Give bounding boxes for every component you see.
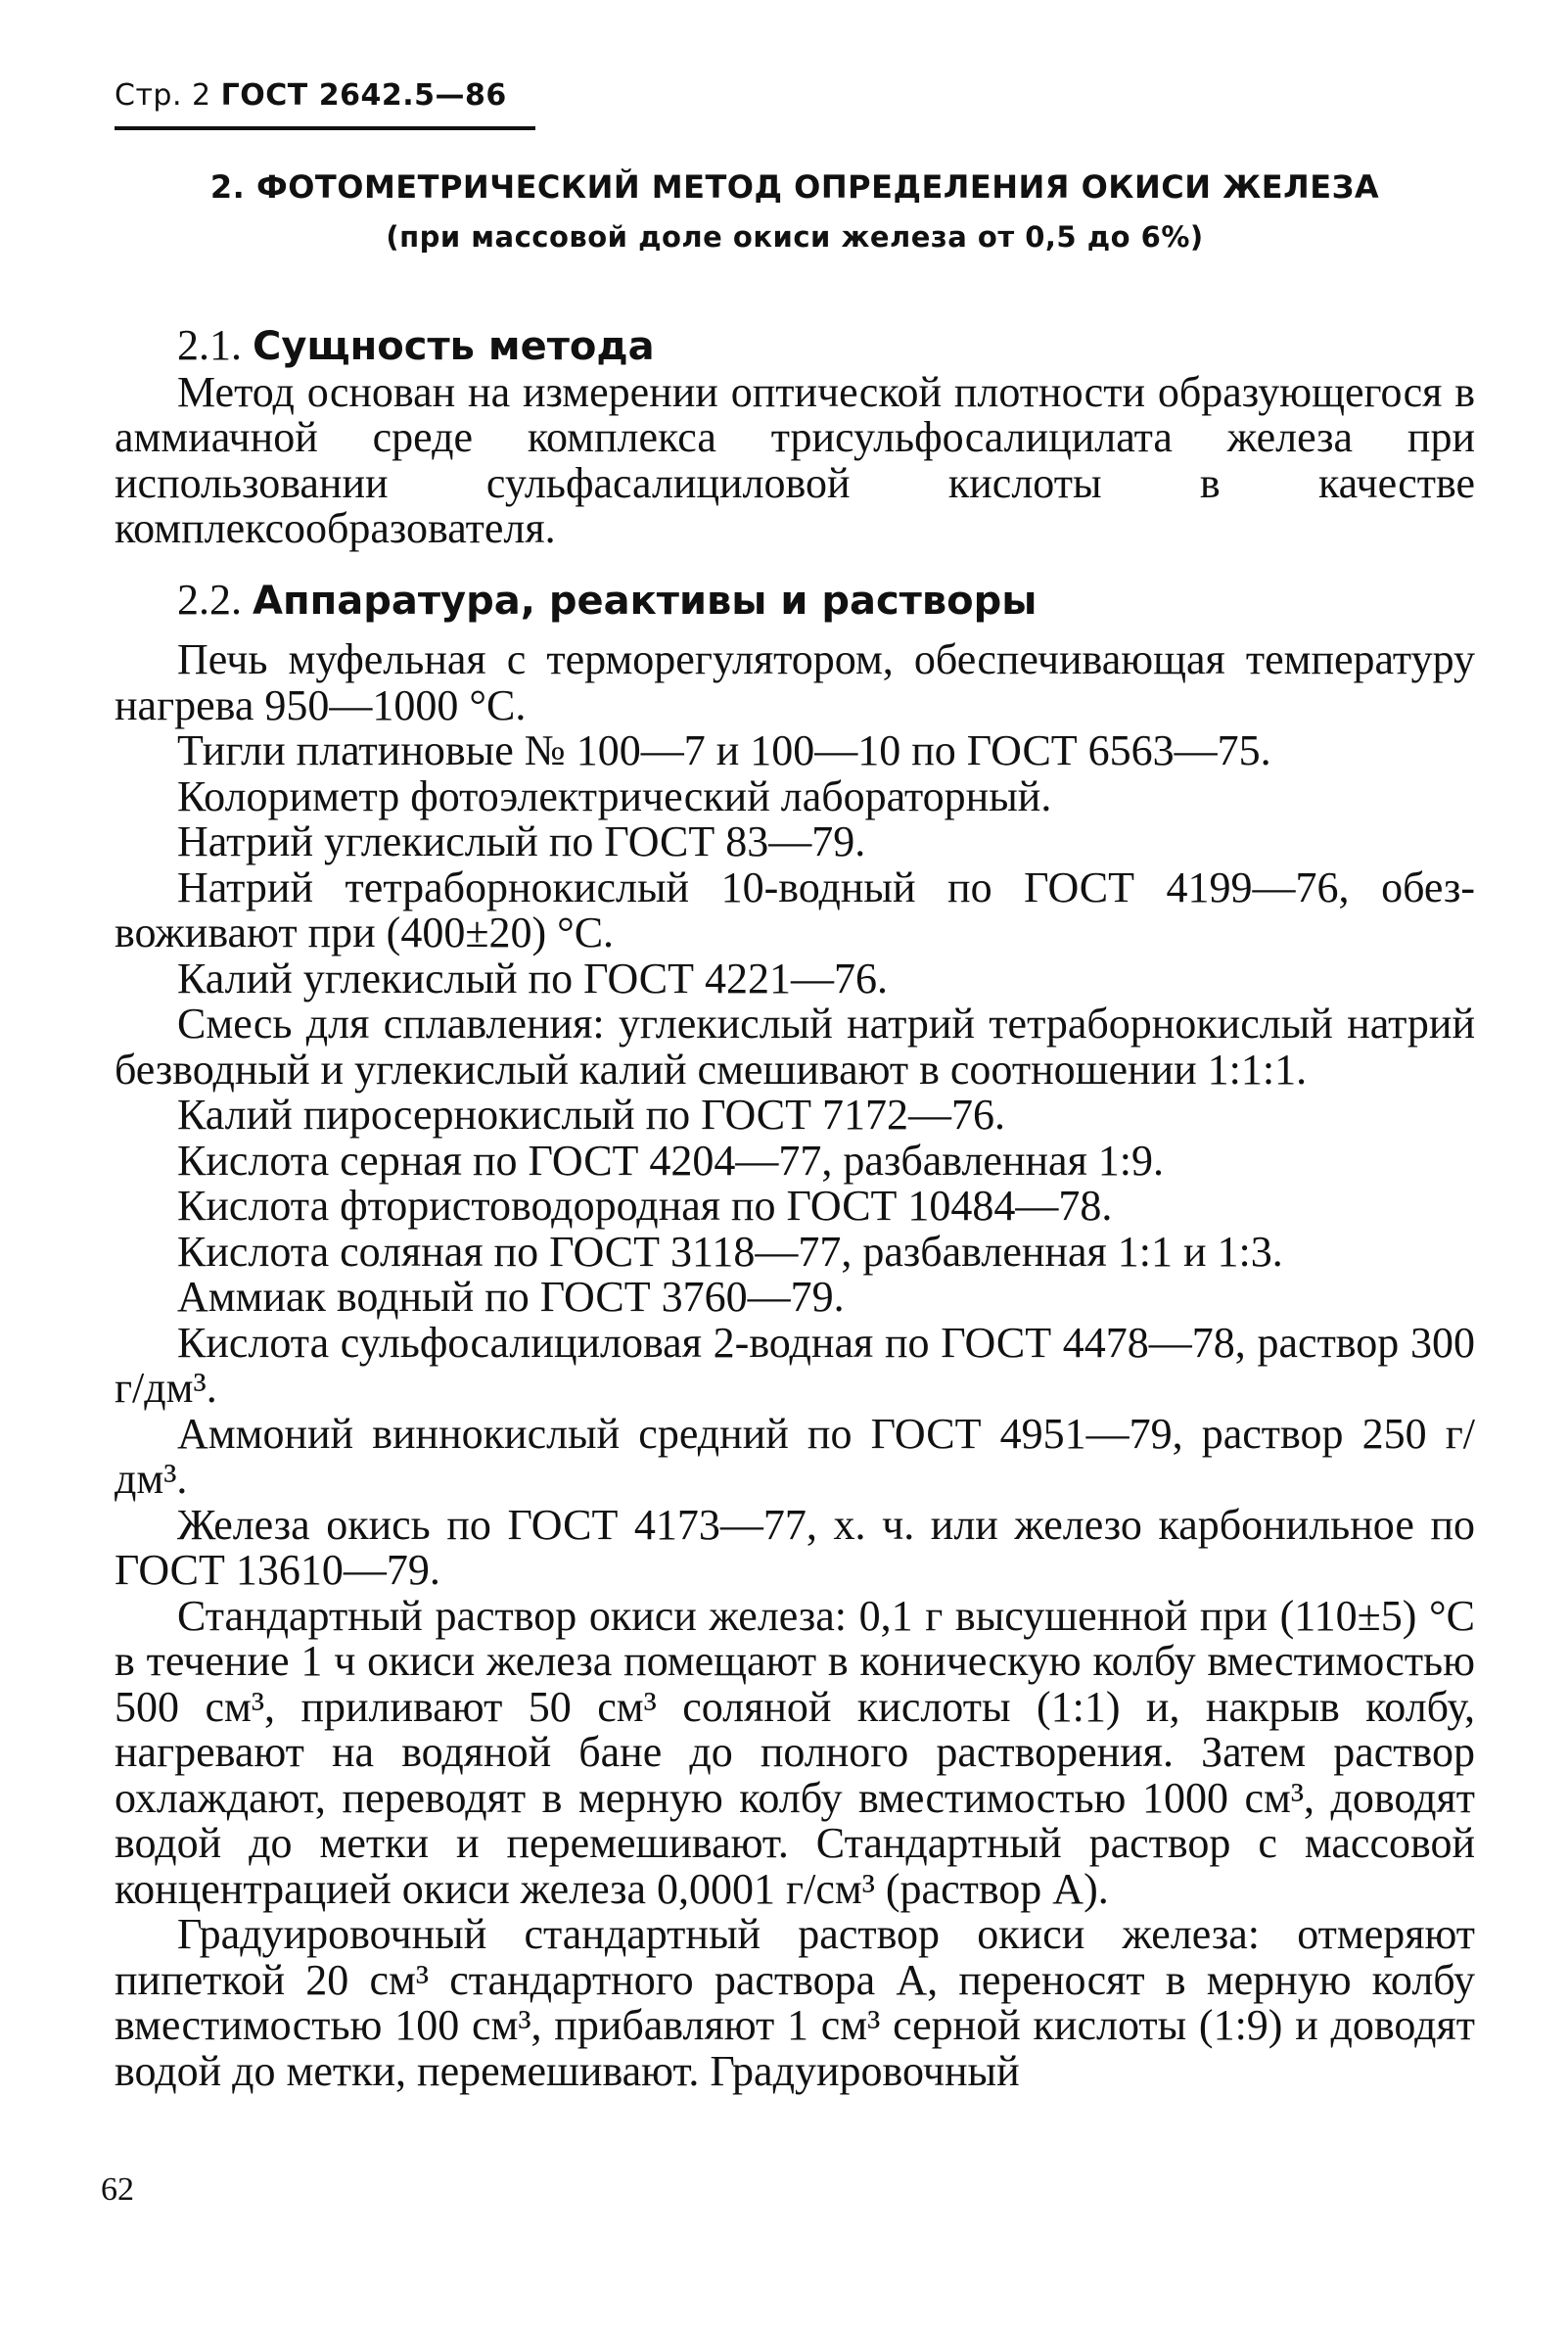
paragraph: Кислота фтористоводородная по ГОСТ 10484—78. — [177, 1182, 1113, 1230]
section-title: 2. ФОТОМЕТРИЧЕСКИЙ МЕТОД ОПРЕДЕЛЕНИЯ ОКИСИ ЖЕЛЕЗА — [209, 168, 1380, 206]
standard-number: ГОСТ 2642.5—86 — [220, 78, 507, 113]
paragraph: Кислота серная по ГОСТ 4204—77, разбавленная 1:9. — [177, 1136, 1165, 1185]
paragraph: Стандартный раствор окиси железа: 0,1 г высушенной при (110±5) °С в течение 1 ч окиси железа помещают в коническую колбу вместимостью 500 см³, приливают 50 см³ соляной кислоты (1:1) и, накрыв колбу, нагревают на водяной бане до полного растворения. Затем раствор охлаждают, переводят в мерную колбу вместимостью 1000 см³, доводят водой до метки и перемешивают. Стандартный раствор с массовой концентрацией окиси железа 0,0001 г/см³ (раствор А). — [115, 1591, 1475, 1913]
paragraph: Калий углекислый по ГОСТ 4221—76. — [177, 954, 888, 1002]
paragraph: Смесь для сплавления: углекислый натрий тетраборнокислый натрий безводный и углекислый калий смешивают в соотношении 1:1:1. — [115, 1000, 1475, 1094]
paragraph: Метод основан на измерении оптической плотности образующегося в аммиачной среде комплекса трисульфосалицилата железа при использовании сульфасалициловой кислоты в качестве комплексообразователя. — [115, 367, 1475, 552]
paragraph: Натрий углекислый по ГОСТ 83—79. — [177, 817, 866, 865]
page-label: Стр. 2 — [115, 78, 211, 113]
subsection-heading-2-2 — [115, 575, 1475, 625]
page-number: 62 — [101, 2171, 134, 2208]
document-body — [115, 323, 1475, 2094]
subsection-title: Аппаратура, реактивы и растворы — [253, 578, 1038, 624]
subsection-number: 2.2. — [177, 575, 242, 624]
paragraph: Кислота сульфосалициловая 2-водная по ГОСТ 4478—78, раствор 300 г/дм³. — [115, 1318, 1475, 1412]
subsection-number: 2.1. — [177, 321, 242, 369]
running-head — [115, 78, 535, 130]
paragraph: Аммиак водный по ГОСТ 3760—79. — [177, 1273, 845, 1321]
paragraph: Тигли платиновые № 100—7 и 100—10 по ГОСТ 6563—75. — [177, 726, 1271, 774]
paragraph: Калий пиросернокислый по ГОСТ 7172—76. — [177, 1091, 1006, 1139]
subsection-heading-2-1 — [115, 323, 1475, 370]
subsection-title: Сущность метода — [253, 324, 655, 369]
paragraph: Печь муфельная с терморегулятором, обеспечивающая температуру нагрева 950—1000 °С. — [115, 635, 1475, 729]
paragraph: Градуировочный стандартный раствор окиси железа: отмеряют пипеткой 20 см³ стандартного раствора А, переносят в мерную колбу вместимостью 100 см³, прибавляют 1 см³ серной кислоты (1:9) и доводят водой до метки, перемешивают. Градуировочный — [115, 1910, 1475, 2095]
paragraph: Колориметр фотоэлектрический лабораторный. — [177, 771, 1052, 820]
paragraph: Натрий тетраборнокислый 10-водный по ГОСТ 4199—76, обезвоживают при (400±20) °С. — [115, 862, 1475, 956]
paragraph: Железа окись по ГОСТ 4173—77, х. ч. или железо карбонильное по ГОСТ 13610—79. — [115, 1500, 1475, 1594]
section-subtitle: (при массовой доле окиси железа от 0,5 до 6%) — [386, 220, 1204, 254]
paragraph: Кислота соляная по ГОСТ 3118—77, разбавленная 1:1 и 1:3. — [177, 1227, 1283, 1276]
paragraph: Аммоний виннокислый средний по ГОСТ 4951—79, раствор 250 г/дм³. — [115, 1409, 1475, 1503]
